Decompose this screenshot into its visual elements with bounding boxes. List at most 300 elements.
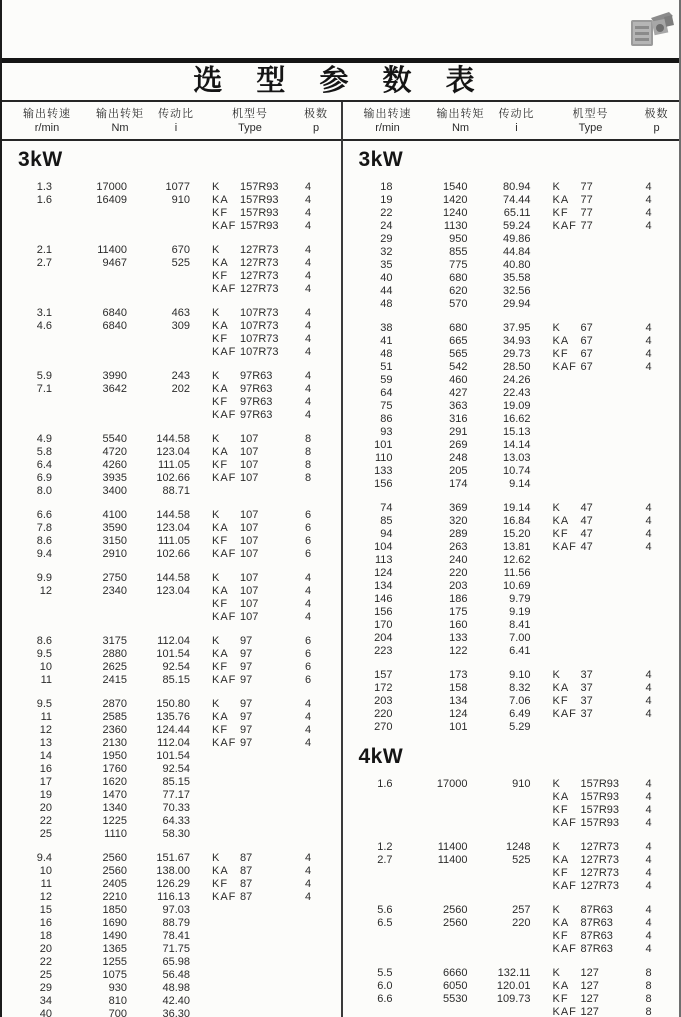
type-model-cell: 127 [580,1006,599,1017]
spacer-cell [531,400,553,413]
ratio-cell: 19.14 [502,502,531,514]
type-model-cell [240,930,297,943]
table-row [343,980,680,993]
type-prefix-cell [212,750,240,763]
ratio-cell: 64.33 [162,815,190,827]
type-model-cell: 67 [580,361,593,373]
ratio-cell: 78.41 [162,930,190,942]
torque-cell: 1225 [102,815,127,827]
poles-cell: 6 [304,648,312,660]
torque-cell: 3642 [102,383,127,395]
speed-cell [343,930,393,943]
ratio-cell: 32.56 [502,285,531,297]
spacer-cell [531,993,553,1006]
table-row [343,593,680,606]
poles-cell [297,789,319,802]
torque-cell: 9467 [102,257,127,269]
table-row [2,485,341,498]
ratio-cell [127,283,190,296]
type-model-cell [581,285,638,298]
spacer-cell [190,383,212,396]
ratio-cell: 6.49 [509,708,531,720]
ratio-cell: 37.95 [502,322,531,334]
type-prefix-cell: K [212,181,221,193]
torque-cell: 220 [449,567,468,579]
poles-cell: 4 [645,194,652,206]
speed-cell: 12 [39,891,52,903]
poles-cell: 4 [645,867,652,879]
header-output-torque: 输出转矩 Nm [436,108,485,134]
poles-cell: 6 [304,509,312,521]
table-row [2,917,341,930]
spacer-cell [190,207,212,220]
table-row [2,750,341,763]
type-model-cell: 97 [240,674,253,686]
type-prefix-cell [553,285,581,298]
type-model-cell: 97R63 [240,409,273,421]
poles-cell [297,904,319,917]
spacer-cell [190,181,212,194]
type-prefix-cell: KAF [212,674,237,686]
type-model-cell: 127 [580,980,599,992]
table-row [2,459,341,472]
torque-cell: 2880 [102,648,127,660]
type-prefix-cell [212,776,240,789]
type-model-cell: 97R63 [240,396,273,408]
table-row [2,661,341,674]
ratio-cell: 14.14 [502,439,531,451]
ratio-cell: 124.44 [156,724,190,736]
spacer-cell [190,943,212,956]
speed-cell: 64 [380,387,393,399]
torque-cell: 363 [449,400,468,412]
ratio-cell [127,270,190,283]
type-model-cell: 127R73 [240,257,279,269]
table-row [2,878,341,891]
table-row [343,452,680,465]
type-prefix-cell: K [212,509,221,521]
spacer-cell [190,917,212,930]
speed-cell [343,804,393,817]
table-row [343,880,680,893]
type-prefix-cell: K [212,307,221,319]
table-row [343,374,680,387]
torque-cell: 134 [449,695,468,707]
type-model-cell: 37 [580,695,593,707]
type-model-cell: 107 [240,572,259,584]
spacer-cell [190,346,212,359]
speed-cell: 8.6 [36,535,52,547]
table-row [343,708,680,721]
data-block [2,307,341,359]
ratio-cell [127,333,190,346]
type-prefix-cell [212,789,240,802]
speed-cell: 133 [374,465,393,477]
table-row [2,409,341,422]
type-model-cell: 107 [240,509,259,521]
table-row [343,285,680,298]
table-row [343,478,680,491]
speed-cell: 9.4 [36,548,52,560]
speed-cell: 9.5 [36,698,52,710]
poles-cell [297,485,319,498]
data-block [2,698,341,841]
poles-cell: 8 [304,446,312,458]
ratio-cell: 112.04 [157,635,190,647]
poles-cell: 4 [304,891,312,903]
poles-cell: 6 [304,522,312,534]
torque-cell: 133 [449,632,468,644]
type-model-cell: 87 [240,852,253,864]
torque-cell: 122 [449,645,468,657]
spacer-cell [190,982,212,995]
speed-cell [343,817,393,830]
torque-cell [52,220,127,233]
poles-cell: 4 [304,852,312,864]
spacer-cell [531,285,553,298]
torque-cell: 174 [449,478,468,490]
data-block [2,244,341,296]
speed-cell [2,270,52,283]
table-row [343,619,680,632]
torque-cell: 320 [449,515,468,527]
table-row [343,387,680,400]
type-model-cell: 77 [580,220,593,232]
torque-cell: 6840 [102,320,127,332]
speed-cell: 2.7 [377,854,393,866]
speed-cell: 20 [39,802,52,814]
type-model-cell: 47 [580,541,593,553]
torque-cell: 1110 [104,828,127,840]
ratio-cell: 111.05 [157,535,190,547]
spacer-cell [190,522,212,535]
poles-cell: 8 [645,980,652,992]
type-prefix-cell [212,815,240,828]
torque-cell: 542 [449,361,468,373]
spacer-cell [190,220,212,233]
type-prefix-cell [553,452,581,465]
speed-cell: 1.2 [377,841,393,853]
speed-cell: 1.6 [36,194,52,206]
ratio-cell: 1077 [165,181,190,193]
table-row [343,439,680,452]
spacer-cell [531,778,553,791]
table-row [343,322,680,335]
type-prefix-cell [212,943,240,956]
torque-cell: 205 [449,465,468,477]
table-row [2,891,341,904]
type-model-cell [581,233,638,246]
type-prefix-cell: KA [552,917,570,929]
ratio-cell: 65.98 [162,956,190,968]
speed-cell: 204 [374,632,393,644]
table-row [343,804,680,817]
type-prefix-cell: KF [212,207,229,219]
ratio-cell: 7.06 [509,695,531,707]
type-prefix-cell: K [212,635,221,647]
type-prefix-cell [553,272,581,285]
type-prefix-cell: KAF [212,346,237,358]
ratio-cell: 910 [171,194,190,206]
ratio-cell: 13.03 [502,452,531,464]
ratio-cell: 126.29 [156,878,190,890]
type-model-cell: 107R73 [240,320,279,332]
torque-cell: 3400 [102,485,127,497]
table-row [343,194,680,207]
poles-cell [638,721,660,734]
table-row [343,246,680,259]
type-prefix-cell: KAF [552,817,577,829]
torque-cell: 160 [449,619,468,631]
type-prefix-cell: K [552,669,561,681]
torque-cell: 565 [449,348,468,360]
poles-cell: 4 [304,283,312,295]
spacer-cell [531,194,553,207]
table-row [2,1008,341,1017]
spacer-cell [531,695,553,708]
data-block [343,181,680,311]
table-row [2,763,341,776]
torque-cell: 203 [449,580,468,592]
speed-cell [343,867,393,880]
ratio-cell: 525 [512,854,531,866]
ratio-cell: 48.98 [162,982,190,994]
ratio-cell [127,396,190,409]
type-model-cell: 127 [580,993,599,1005]
spacer-cell [531,841,553,854]
table-row [2,307,341,320]
speed-cell [2,598,52,611]
ratio-cell: 1248 [506,841,531,853]
spacer-cell [531,817,553,830]
torque-cell: 2560 [102,852,127,864]
table-row [2,244,341,257]
speed-cell: 35 [380,259,393,271]
speed-cell: 156 [374,606,393,618]
poles-cell: 8 [304,433,312,445]
type-prefix-cell [212,1008,240,1017]
speed-cell: 7.8 [36,522,52,534]
spacer-cell [531,880,553,893]
table-row [2,522,341,535]
ratio-cell [127,207,190,220]
data-block [343,502,680,658]
torque-cell: 175 [449,606,468,618]
type-prefix-cell: KA [552,682,570,694]
torque-cell: 1470 [102,789,127,801]
type-prefix-cell [553,374,581,387]
type-model-cell [581,413,638,426]
type-model-cell: 107 [240,446,259,458]
header-ratio: 传动比 i [158,108,194,134]
poles-cell: 4 [645,841,652,853]
table-row [2,548,341,561]
ratio-cell: 7.00 [509,632,531,644]
ratio-cell: 42.40 [162,995,190,1007]
type-model-cell [581,439,638,452]
ratio-cell: 16.62 [502,413,531,425]
ratio-cell: 92.54 [162,661,190,673]
type-model-cell [240,1008,297,1017]
table-row [2,446,341,459]
poles-cell: 8 [304,472,312,484]
spacer-cell [190,509,212,522]
ratio-cell: 15.13 [502,426,531,438]
type-model-cell: 157R93 [580,791,620,803]
type-prefix-cell: KF [212,396,229,408]
type-prefix-cell: KF [552,804,569,816]
poles-cell: 4 [645,528,652,540]
spacer-cell [190,930,212,943]
spacer-cell [190,585,212,598]
page-title: 选 型 参 数 表 [193,65,488,97]
ratio-cell: 144.58 [156,572,190,584]
type-prefix-cell: KA [552,980,570,992]
type-prefix-cell: KA [212,320,229,332]
power-heading: 3kW [18,148,63,171]
ratio-cell: 85.15 [162,674,190,686]
spacer-cell [190,648,212,661]
speed-cell: 6.0 [377,980,393,992]
table-row [343,361,680,374]
torque-cell: 2360 [102,724,127,736]
type-prefix-cell: KAF [552,943,577,955]
poles-cell: 4 [304,194,312,206]
spacer-cell [190,904,212,917]
speed-cell: 170 [374,619,393,631]
table-row [2,635,341,648]
ratio-cell: 13.81 [502,541,531,553]
type-model-cell: 157R93 [240,181,279,193]
type-model-cell: 107 [240,433,259,445]
spacer-cell [190,598,212,611]
spacer-cell [531,567,553,580]
spacer-cell [531,541,553,554]
spacer-cell [531,967,553,980]
type-model-cell: 87 [240,878,253,890]
type-model-cell: 107R73 [240,346,279,358]
speed-cell: 5.8 [36,446,52,458]
type-model-cell [240,904,297,917]
speed-cell: 17 [39,776,52,788]
spacer-cell [190,333,212,346]
table-row [2,509,341,522]
torque-cell: 263 [449,541,468,553]
spacer-cell [190,446,212,459]
type-model-cell [581,593,638,606]
table-row [2,956,341,969]
type-model-cell [581,272,638,285]
torque-cell [52,270,127,283]
poles-cell: 4 [645,817,652,829]
ratio-cell: 220 [512,917,531,929]
spacer-cell [531,606,553,619]
speed-cell [343,880,393,893]
table-row [2,698,341,711]
poles-cell [638,567,660,580]
table-row [343,967,680,980]
poles-cell: 4 [645,207,652,219]
speed-cell: 10 [39,661,52,673]
type-model-cell: 127R73 [240,283,279,295]
spacer-cell [531,272,553,285]
torque-cell: 5540 [102,433,127,445]
speed-cell [2,333,52,346]
speed-cell [343,791,393,804]
type-prefix-cell: KAF [552,541,577,553]
poles-cell: 4 [304,307,312,319]
ratio-cell: 85.15 [162,776,190,788]
type-model-cell [240,750,297,763]
speed-cell: 14 [39,750,52,762]
poles-cell: 4 [304,220,312,232]
type-model-cell [581,426,638,439]
speed-cell: 20 [39,943,52,955]
torque-cell: 427 [449,387,468,399]
table-row [2,220,341,233]
speed-cell [2,207,52,220]
type-model-cell: 107 [240,585,259,597]
type-prefix-cell: KAF [212,472,237,484]
type-prefix-cell [212,930,240,943]
poles-cell: 4 [645,181,652,193]
type-prefix-cell: KA [552,854,570,866]
spacer-cell [531,804,553,817]
speed-cell: 74 [380,502,393,514]
speed-cell: 5.9 [36,370,52,382]
type-prefix-cell: KAF [212,220,237,232]
ratio-cell: 22.43 [502,387,531,399]
type-model-cell [240,776,297,789]
table-row [343,567,680,580]
speed-cell: 8.6 [36,635,52,647]
ratio-cell: 132.11 [497,967,531,979]
speed-cell: 75 [380,400,393,412]
torque-cell [393,791,468,804]
type-model-cell [581,478,638,491]
type-model-cell: 87R63 [580,917,613,929]
type-model-cell [240,982,297,995]
header-output-speed: 输出转速 r/min [23,108,71,134]
type-model-cell [240,917,297,930]
spacer-cell [531,708,553,721]
type-model-cell [240,485,297,498]
type-prefix-cell: K [212,370,221,382]
poles-cell: 4 [645,880,652,892]
type-prefix-cell: K [552,778,561,790]
spacer-cell [531,361,553,374]
type-model-cell: 87R63 [580,943,613,955]
spacer-cell [531,413,553,426]
torque-cell: 930 [108,982,127,994]
type-prefix-cell [553,606,581,619]
poles-cell [638,606,660,619]
speed-cell: 113 [374,554,393,566]
table-row [2,969,341,982]
table-row [2,982,341,995]
spacer-cell [531,207,553,220]
spacer-cell [190,969,212,982]
data-block [2,852,341,1017]
data-block [343,967,680,1017]
parameter-tables [2,100,679,1017]
table-row [343,465,680,478]
type-model-cell [240,943,297,956]
type-prefix-cell: K [552,841,561,853]
speed-cell: 24 [380,220,393,232]
table-row [2,995,341,1008]
type-model-cell: 107 [240,459,259,471]
